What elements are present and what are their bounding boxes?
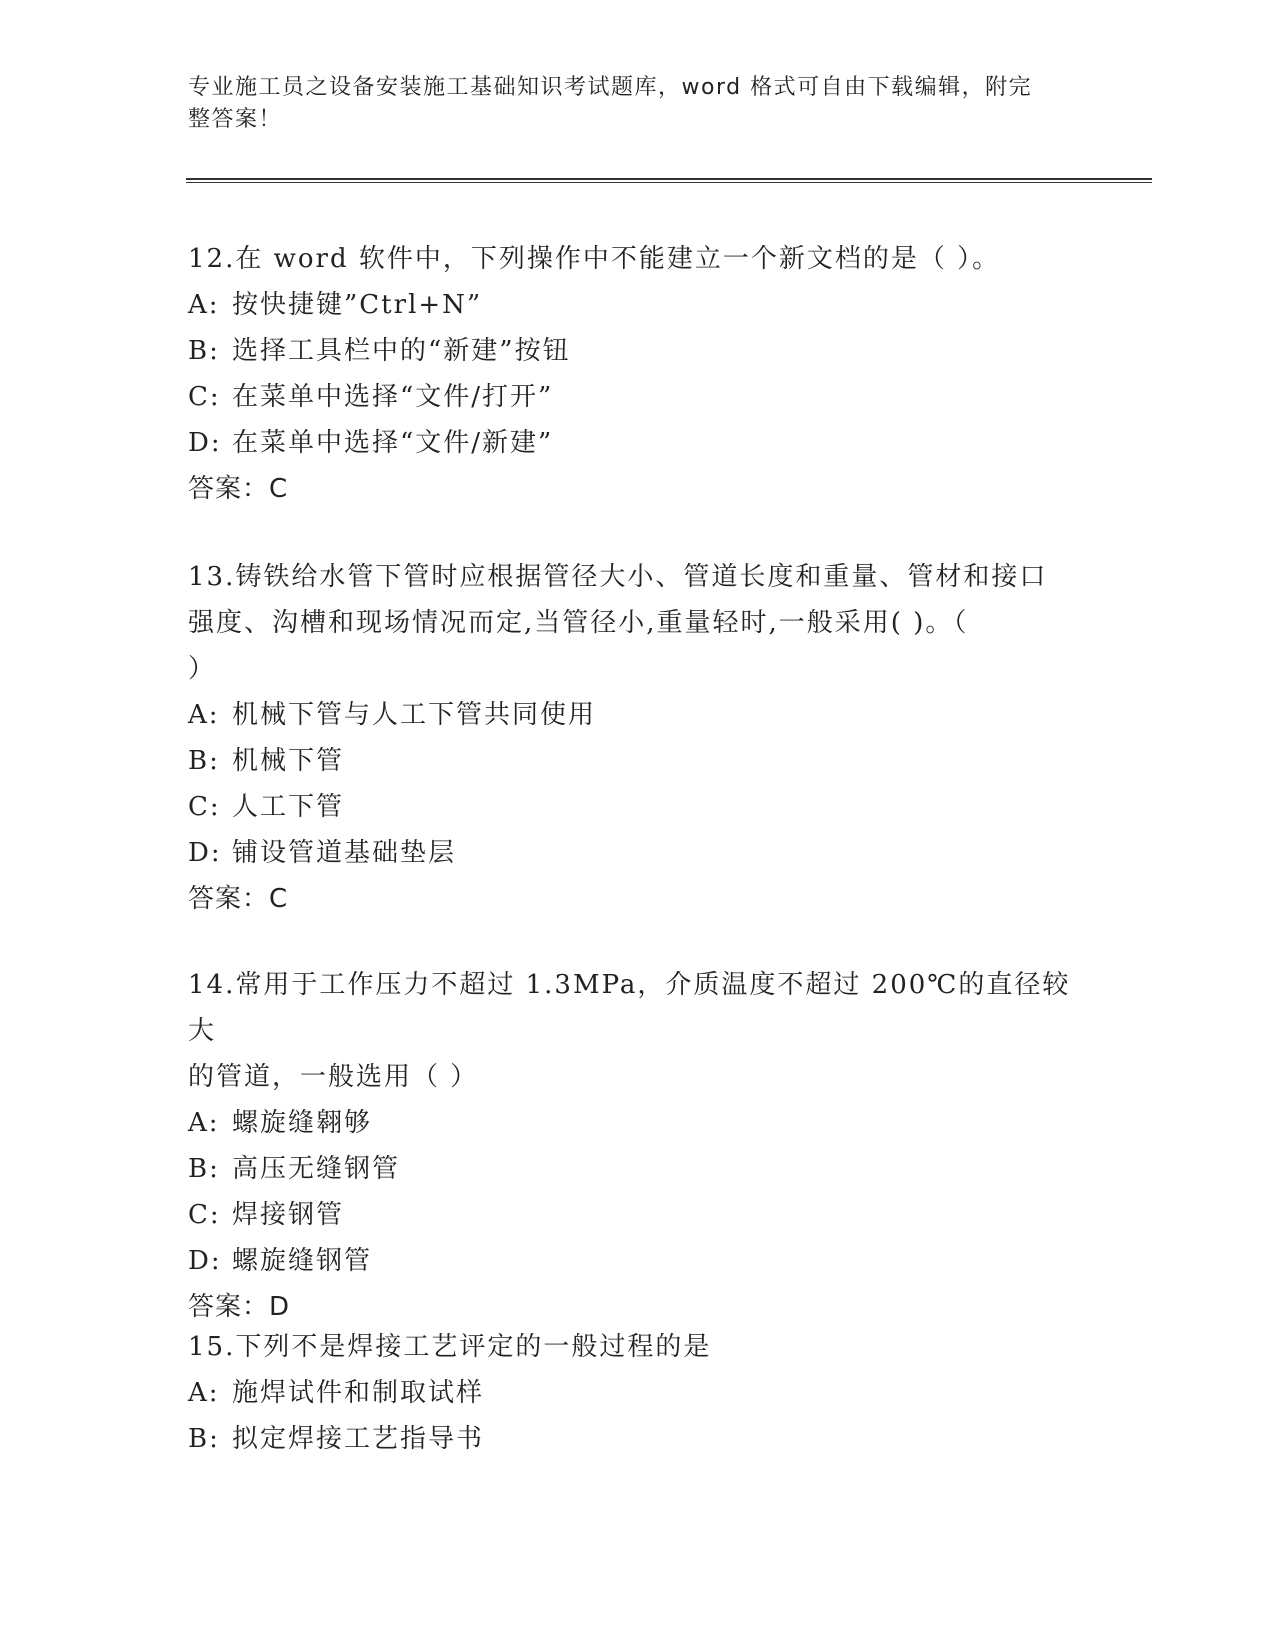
option-d: [188, 420, 1088, 466]
option-text: 施焊试件和制取试样: [232, 1378, 485, 1408]
option-text: 高压无缝钢管: [232, 1154, 401, 1184]
option-a: [188, 1370, 1088, 1416]
option-a: [188, 1100, 1088, 1146]
document-intro: [188, 72, 1068, 136]
question-stem-line-1: 14.常用于工作压力不超过 1.3MPa，介质温度不超过 200℃的直径较大: [188, 970, 1071, 1046]
option-text: 按快捷键”Ctrl+N”: [232, 290, 483, 320]
answer-label: 答案：C: [188, 884, 289, 914]
option-letter: C:: [188, 1200, 221, 1230]
question-12: [188, 236, 1088, 512]
question-stem: 15.下列不是焊接工艺评定的一般过程的是: [188, 1332, 712, 1362]
option-letter: C:: [188, 792, 221, 822]
header-divider-top: [186, 178, 1152, 180]
option-letter: D:: [188, 1246, 222, 1276]
option-letter: B:: [188, 746, 220, 776]
answer-label: 答案：D: [188, 1292, 291, 1322]
question-14: [188, 962, 1088, 1330]
option-b: [188, 738, 1088, 784]
option-letter: B:: [188, 336, 220, 366]
option-letter: D:: [188, 838, 222, 868]
option-text: 在菜单中选择“文件/新建”: [232, 428, 554, 458]
header-divider-bottom: [186, 182, 1152, 183]
option-text: 机械下管: [232, 746, 345, 776]
option-b: [188, 1146, 1088, 1192]
intro-line-2: 整答案！: [188, 107, 283, 132]
option-text: 螺旋缝钢管: [232, 1246, 373, 1276]
question-stem-line-3: ）: [188, 654, 217, 684]
option-letter: A:: [188, 1378, 220, 1408]
option-text: 人工下管: [232, 792, 345, 822]
option-b: [188, 328, 1088, 374]
option-letter: B:: [188, 1154, 220, 1184]
question-stem: 12.在 word 软件中，下列操作中不能建立一个新文档的是（ ）。: [188, 244, 1001, 274]
option-letter: A:: [188, 1108, 220, 1138]
option-text: 铺设管道基础垫层: [232, 838, 457, 868]
question-stem-line-1: 13.铸铁给水管下管时应根据管径大小、管道长度和重量、管材和接口: [188, 562, 1048, 592]
question-15: [188, 1324, 1088, 1462]
question-stem-line-2: 的管道，一般选用（ ）: [188, 1062, 479, 1092]
option-a: [188, 692, 1088, 738]
option-d: [188, 1238, 1088, 1284]
option-letter: D:: [188, 428, 222, 458]
question-stem-line-2: 强度、沟槽和现场情况而定,当管径小,重量轻时,一般采用( )。（: [188, 608, 969, 638]
answer-label: 答案：C: [188, 474, 289, 504]
option-text: 在菜单中选择“文件/打开”: [232, 382, 554, 412]
option-letter: A:: [188, 290, 220, 320]
option-text: 螺旋缝翱够: [232, 1108, 373, 1138]
option-text: 拟定焊接工艺指导书: [232, 1424, 485, 1454]
intro-line-1: 专业施工员之设备安装施工基础知识考试题库，word 格式可自由下载编辑，附完: [188, 75, 1033, 100]
option-a: [188, 282, 1088, 328]
option-letter: B:: [188, 1424, 220, 1454]
option-c: [188, 1192, 1088, 1238]
option-text: 机械下管与人工下管共同使用: [232, 700, 597, 730]
option-letter: C:: [188, 382, 221, 412]
option-c: [188, 784, 1088, 830]
option-text: 焊接钢管: [232, 1200, 345, 1230]
question-13: [188, 554, 1088, 922]
option-c: [188, 374, 1088, 420]
option-letter: A:: [188, 700, 220, 730]
option-d: [188, 830, 1088, 876]
option-text: 选择工具栏中的“新建”按钮: [232, 336, 571, 366]
option-b: [188, 1416, 1088, 1462]
